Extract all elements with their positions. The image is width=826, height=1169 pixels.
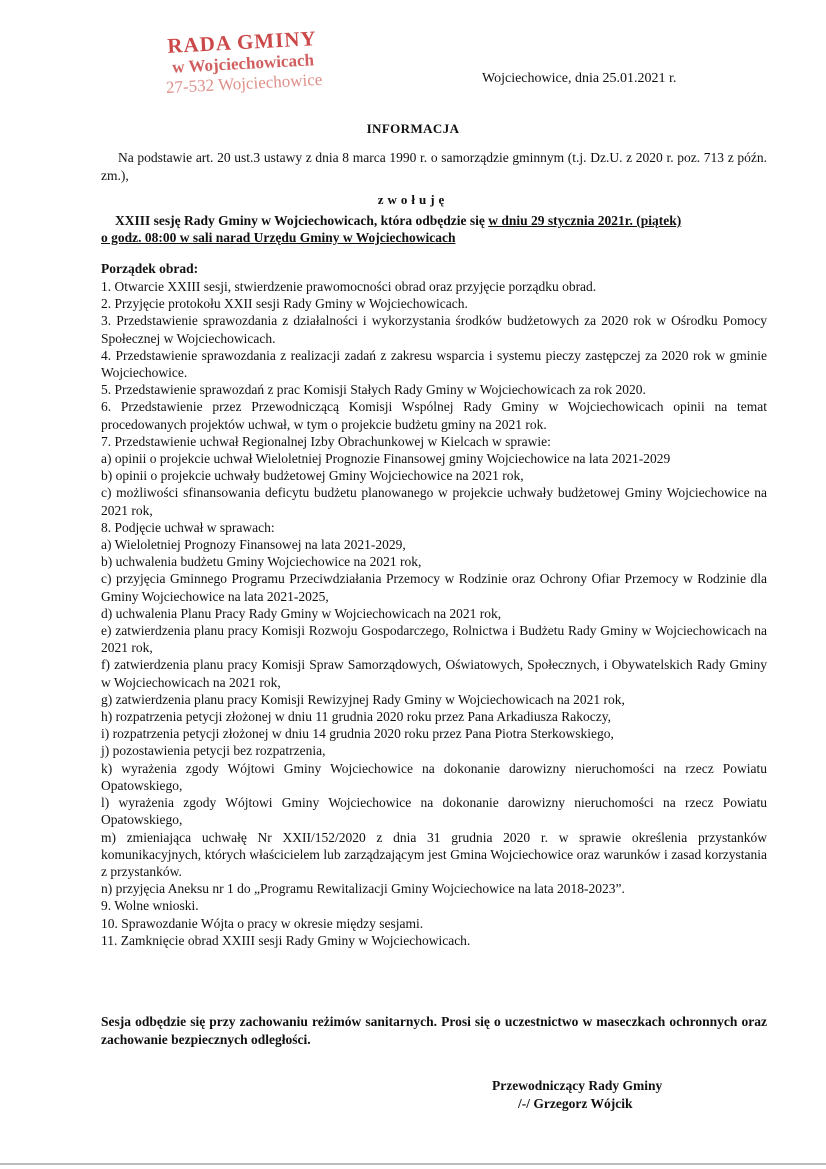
signatory-name: /-/ Grzegorz Wójcik [518,1096,633,1111]
agenda-item: n) przyjęcia Aneksu nr 1 do „Programu Rewitalizacji Gminy Wojciechowice na lata 2018-2023”. [101,881,625,897]
agenda-item: l) wyrażenia zgody Wójtowi Gminy Wojciechowice na dokonanie darowizny nieruchomości na rzecz Powiatu Opatowskiego, [101,795,767,828]
agenda-item: e) zatwierdzenia planu pracy Komisji Rozwoju Gospodarczego, Rolnictwa i Budżetu Rady Gminy w Wojciechowicach na 2021 rok, [101,623,767,656]
agenda-heading: Porządek obrad: [101,261,199,276]
council-stamp [136,25,349,100]
agenda-item: 3. Przedstawienie sprawozdania z działalności i wykorzystania środków budżetowych za 2020 rok w Ośrodku Pomocy Społecznej w Wojciechowicach. [101,313,767,346]
agenda-item: h) rozpatrzenia petycji złożonej w dniu 11 grudnia 2020 roku przez Pana Arkadiusza Rakoczy, [101,709,611,725]
agenda-item: 9. Wolne wnioski. [101,898,199,914]
agenda-item: b) uchwalenia budżetu Gminy Wojciechowice na 2021 rok, [101,554,422,570]
session-place: w sali narad Urzędu Gminy w Wojciechowicach [176,230,456,245]
signatory-role: Przewodniczący Rady Gminy [492,1078,663,1093]
session-date: w dniu 29 stycznia 2021r. (piątek) [488,213,682,228]
sanitary-notice: Sesja odbędzie się przy zachowaniu reżimów sanitarnych. Prosi się o uczestnictwo w maseczkach ochronnych oraz zachowanie bezpiecznych odległości. [101,1014,767,1047]
agenda-list [101,278,767,949]
agenda-item: c) możliwości sfinansowania deficytu budżetu planowanego w projekcie uchwały budżetowej Gminy Wojciechowice na 2021 rok, [101,485,767,518]
agenda-item: 7. Przedstawienie uchwał Regionalnej Izby Obrachunkowej w Kielcach w sprawie: [101,433,551,449]
stamp-line-3: 27-532 Wojciechowice [165,69,323,98]
signature-block [492,1077,682,1113]
legal-basis-paragraph: Na podstawie art. 20 ust.3 ustawy z dnia 8 marca 1990 r. o samorządzie gminnym (t.j. Dz.U. z 2020 r. poz. 713 z późn. zm.), [101,150,767,183]
agenda-item: 8. Podjęcie uchwał w sprawach: [101,519,275,535]
agenda-item: 6. Przedstawienie przez Przewodniczącą Komisji Wspólnej Rady Gminy w Wojciechowicach opinii na temat procedowanych projektów uchwał, w tym o projekcie budżetu gminy na 2021 rok. [101,399,767,432]
agenda-item: a) opinii o projekcie uchwał Wieloletniej Prognozie Finansowej gminy Wojciechowice na lata 2021-2029 [101,451,671,467]
agenda-item: 4. Przedstawienie sprawozdania z realizacji zadań z zakresu wsparcia i systemu pieczy zastępczej za 2020 rok w gminie Wojciechowice. [101,347,767,381]
agenda-item: j) pozostawienia petycji bez rozpatrzenia, [101,743,326,759]
agenda-item: i) rozpatrzenia petycji złożonej w dniu 14 grudnia 2020 roku przez Pana Piotra Sterkowskiego, [101,726,614,742]
agenda-item: m) zmieniająca uchwałę Nr XXII/152/2020 z dnia 31 grudnia 2020 r. w sprawie określenia przystanków komunikacyjnych, których właścicielem lub zarządzającym jest Gmina Wojciechowice oraz warunków i zasad korzystania z przystanków. [101,829,767,879]
agenda-item: a) Wieloletniej Prognozy Finansowej na lata 2021-2029, [101,537,406,553]
agenda-item: d) uchwalenia Planu Pracy Rady Gminy w Wojciechowicach na 2021 rok, [101,605,502,621]
agenda-item: k) wyrażenia zgody Wójtowi Gminy Wojciechowice na dokonanie darowizny nieruchomości na rzecz Powiatu Opatowskiego, [101,760,767,793]
agenda-item: 1. Otwarcie XXIII sesji, stwierdzenie prawomocności obrad oraz przyjęcie porządku obrad. [101,279,597,294]
stamp-line-2: w Wojciechowicach [171,50,315,77]
place-and-date: Wojciechowice, dnia 25.01.2021 r. [482,71,677,86]
session-time: o godz. 08:00 [101,230,177,245]
agenda-item: g) zatwierdzenia planu pracy Komisji Rewizyjnej Rady Gminy w Wojciechowicach na 2021 rok, [101,691,625,707]
agenda-item: f) zatwierdzenia planu pracy Komisji Spraw Samorządowych, Oświatowych, Społecznych, i Obywatelskich Rady Gminy w Wojciechowicach na 2021 rok, [101,657,767,690]
stamp-line-1: RADA GMINY [166,26,318,58]
session-announcement [101,212,767,246]
agenda-item: 10. Sprawozdanie Wójta o pracy w okresie między sesjami. [101,915,424,931]
agenda-item: 2. Przyjęcie protokołu XXII sesji Rady Gminy w Wojciechowicach. [101,296,468,312]
session-text: XXIII sesję Rady Gminy w Wojciechowicach, która odbędzie się [115,213,489,228]
scan-edge [0,1163,826,1165]
agenda-item: b) opinii o projekcie uchwały budżetowej Gminy Wojciechowice na 2021 rok, [101,468,524,484]
agenda-item: 11. Zamknięcie obrad XXIII sesji Rady Gminy w Wojciechowicach. [101,932,471,948]
agenda-item: c) przyjęcia Gminnego Programu Przeciwdziałania Przemocy w Rodzinie oraz Ochrony Ofiar Przemocy w Rodzinie dla Gminy Wojciechowice na lata 2021-2025, [101,571,767,604]
convene-heading: zwołuję [377,192,449,207]
document-title: INFORMACJA [366,121,460,136]
agenda-item: 5. Przedstawienie sprawozdań z prac Komisji Stałych Rady Gminy w Wojciechowicach za rok 2020. [101,382,646,398]
